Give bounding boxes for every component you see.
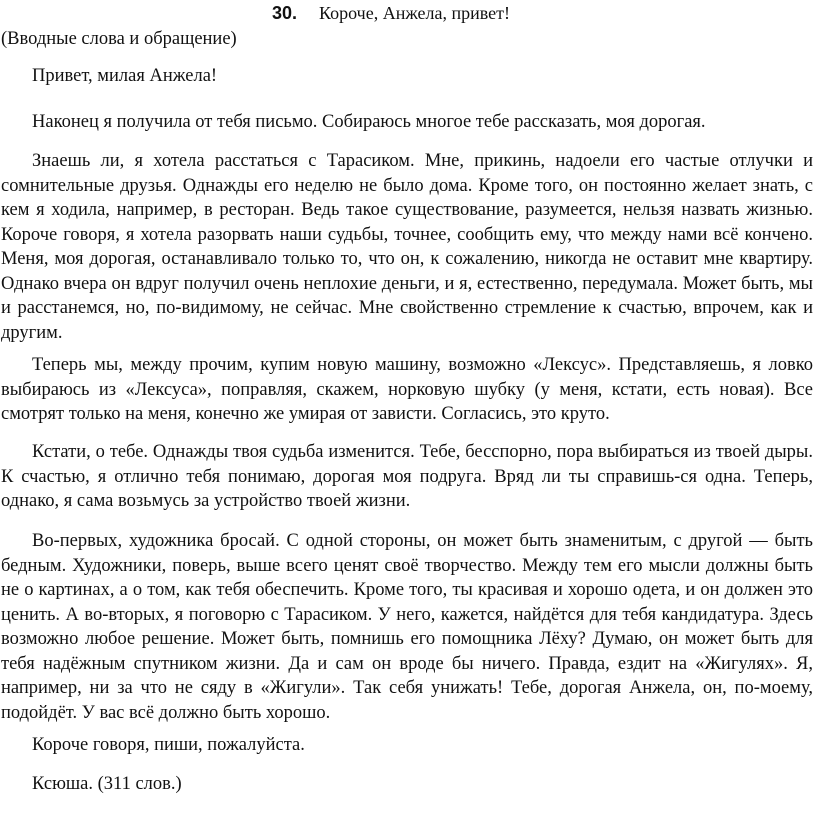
task-subtitle: (Вводные слова и обращение) [1,29,237,49]
letter-paragraph-2: Знаешь ли, я хотела расстаться с Тарасиком. Мне, прикинь, надоели его частые отлучки и сомнительные друзья. Однажды его неделю не было дома. Кроме того, он постоянно желает знать, с кем я ходила, например, в ресторан. Ведь такое существование, разумеется, нельзя назвать жизнью. Короче говоря, я хотела разорвать наши судьбы, точнее, сообщить ему, что между нами всё кончено. Меня, моя дорогая, останавливало только то, что он, к сожалению, никогда не оставит мне квартиру. Однако вчера он вдруг получил очень неплохие деньги, и я, естественно, передумала. Может быть, мы и расстанемся, но, по-видимому, не сейчас. Мне свойственно стремление к счастью, впрочем, как и другим. [1,151,813,343]
task-title: Короче, Анжела, привет! [319,3,511,23]
letter-paragraph-5: Во-первых, художника бросай. С одной стороны, он может быть знаменитым, с другой — быть бедным. Художники, поверь, выше всего ценят своё творчество. Между тем его мысли должны быть не о картинах, а о том, как тебя обеспечить. Кроме того, ты красивая и хорошо одета, и он должен это ценить. А во-вторых, я поговорю с Тарасиком. У него, кажется, найдётся для тебя кандидатура. Здесь возможно любое решение. Может быть, помнишь его помощника Лёху? Думаю, он может быть для тебя надёжным спутником жизни. Да и сам он вроде бы ничего. Правда, ездит на «Жигулях». Я, например, ни за что не сяду в «Жигули». Так себя унижать! Тебе, дорогая Анжела, он, по-моему, подойдёт. У вас всё должно быть хорошо. [1,531,813,723]
task-header [272,3,510,23]
letter-paragraph-3: Теперь мы, между прочим, купим новую машину, возможно «Лексус». Представляешь, я ловко выбираюсь из «Лексуса», поправляя, скажем, норковую шубку (у меня, кстати, есть новая). Все смотрят только на меня, конечно же умирая от зависти. Согласись, это круто. [1,355,813,424]
task-number: 30. [272,3,298,23]
letter-paragraph-1: Наконец я получила от тебя письмо. Собираюсь многое тебе рассказать, моя дорогая. [32,112,706,132]
letter-closing: Короче говоря, пиши, пожалуйста. [32,735,305,755]
letter-greeting: Привет, милая Анжела! [32,66,218,86]
letter-paragraph-4: Кстати, о тебе. Однажды твоя судьба изменится. Тебе, бесспорно, пора выбираться из твоей дыры. К счастью, я отлично тебя понимаю, дорогая моя подруга. Вряд ли ты справишь-ся одна. Теперь, однако, я сама возьмусь за устройство твоей жизни. [1,442,813,511]
letter-signature: Ксюша. (311 слов.) [32,774,182,794]
